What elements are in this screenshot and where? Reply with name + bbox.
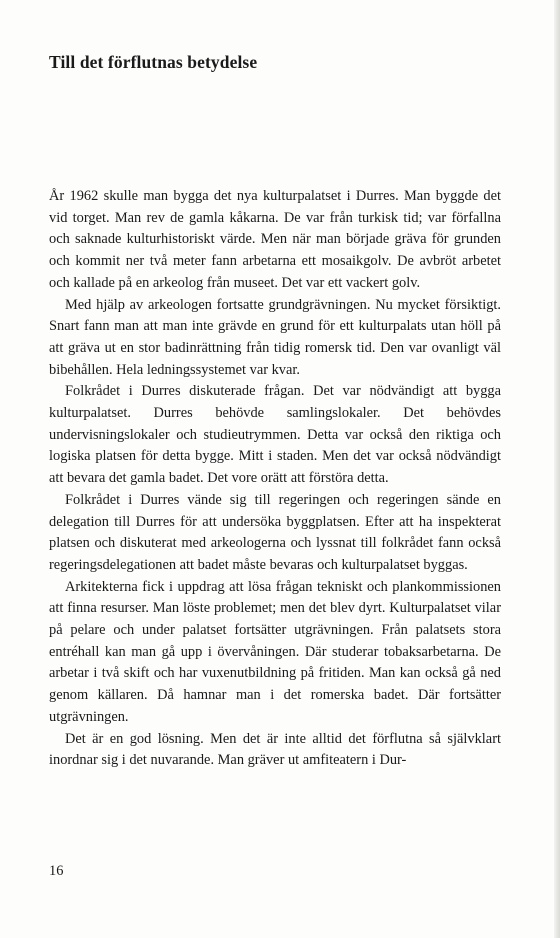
paragraph-4: Folkrådet i Durres vände sig till regeringen och regeringen sände en delegation till Durres för att undersöka byggplatsen. Efter att ha inspekterat platsen och diskuterat med arkeologerna och lyssnat till folkrådet fann också regeringsdelegationen att badet måste bevaras och kulturpalatset byggas.: [49, 491, 501, 573]
paragraph-3: Folkrådet i Durres diskuterade frågan. Det var nödvändigt att bygga kulturpalatset. Durres behövde samlingslokaler. Det behövdes undervisningslokaler och studieutrymmen. Detta var också den riktiga och logiska platsen för detta bygge. Mitt i staden. Men det var också nödvändigt att bevara det gamla badet. Det vore orätt att förstöra detta.: [49, 383, 501, 487]
paragraph-1: År 1962 skulle man bygga det nya kulturpalatset i Durres. Man byggde det vid torget. Man rev de gamla kåkarna. De var från turkisk tid; var förfallna och saknade kulturhistoriskt värde. Men när man började gräva för grunden och kommit ner två meter fann arbetarna ett mosaikgolv. De avbröt arbetet och kallade på en arkeolog från museet. Det var ett vackert golv.: [49, 188, 501, 291]
chapter-title: Till det förflutnas betydelse: [49, 52, 258, 72]
paragraph-2: Med hjälp av arkeologen fortsatte grundgrävningen. Nu mycket försiktigt. Snart fann man att man inte grävde en grund för ett kulturpalats utan höll på att gräva ut en stor badinrättning från tidig romersk tid. Den var ovanligt väl bibehållen. Hela ledningssystemet var kvar.: [49, 296, 501, 378]
paragraph-5: Arkitekterna fick i uppdrag att lösa frågan tekniskt och plankommissionen att finna resurser. Man löste problemet; men det blev dyrt. Kulturpalatset vilar på pelare och under palatset fortsätter utgrävningen. Från palatsets stora entréhall kan man gå upp i övervåningen. Där studerar tobaksarbetarna. De arbetar i två skift och har vuxenutbildning på fritiden. Man kan också gå ned genom källaren. Då hamnar man i det romerska badet. Där fortsätter utgrävningen.: [49, 578, 501, 725]
page-number: 16: [49, 863, 64, 879]
body-text: [49, 186, 501, 772]
page-edge-shadow: [554, 0, 560, 938]
paragraph-6: Det är en god lösning. Men det är inte alltid det förflutna så självklart inordnar sig i det nuvarande. Man gräver ut amfiteatern i Dur-: [49, 730, 501, 769]
